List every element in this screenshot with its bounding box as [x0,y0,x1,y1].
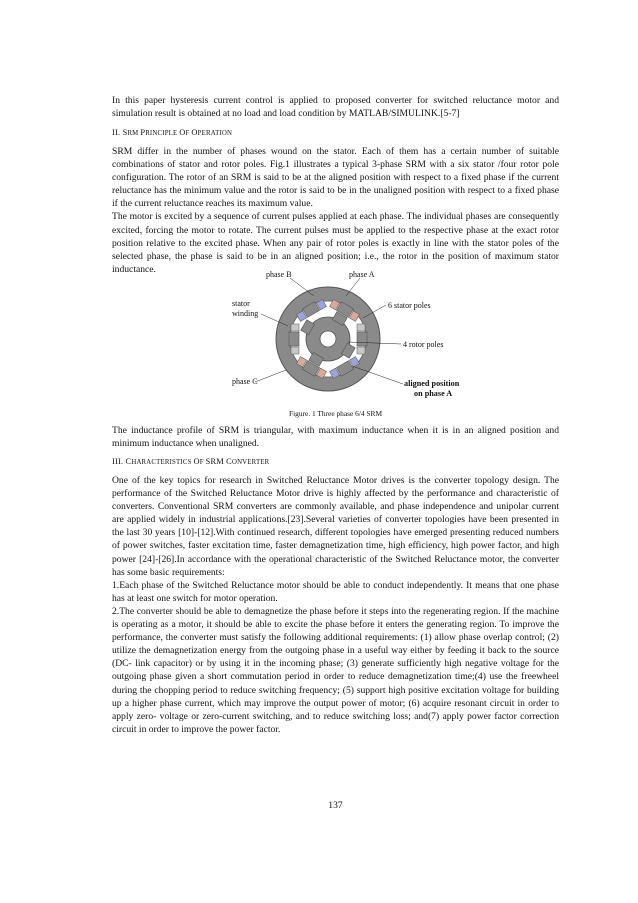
sec2-t2: P [140,128,146,137]
label-stator: stator [232,299,250,308]
sec3-num: III. C [112,457,132,466]
section-2-heading [112,128,559,137]
label-phase-c: phase C [232,377,258,386]
sec2-t3: RINCIPLE [145,130,180,137]
label-phase-b: phase B [266,270,292,279]
sec3-t4: SRM C [205,457,232,466]
label-stator-poles: 6 stator poles [388,301,431,310]
sec2-t4: O [179,128,186,137]
section-3-heading [112,457,559,466]
section-2-paragraph-1: SRM differ in the number of phases wound on the stator. Each of them has a certain number of suitable combinations of stator and rotor poles. Fig.1 illustrates a typical 3-phase SRM with a six stator /four rotor pole configuration. The rotor of an SRM is said to be at the aligned position with respect to a fixed phase if the current reluctance has the minimum value and the rotor is said to be in the unaligned position with respect to a fixed phase if the current reluctance reaches its maximum value. [112,146,559,210]
label-phase-a: phase A [349,270,375,279]
page-number: 137 [328,800,343,811]
sec2-num: II. S [112,128,128,137]
section-3-paragraph-1: One of the key topics for research in Switched Reluctance Motor drives is the converter topology design. The performance of the Switched Reluctance Motor drive is highly affected by the performance and characteristic of converters. Conventional SRM converters are commonly available, and phase independence and unipolar current are applied widely in industrial applications.[23].Several varieties of converter topologies have been presented in the last 30 years [10]-[12].With continued research, different topologies have emerged presenting reduced numbers of power switches, faster excitation time, faster demagnetization time, high efficiency, high power factor, and high power [24]-[26].In accordance with the operational characteristic of the Switched Reluctance motor, the converter has some basic requirements: [112,475,559,578]
sec3-t5: ONVERTER [231,459,270,466]
label-winding: winding [232,309,259,318]
section-2-body [112,145,559,276]
sec2-t1: RM [127,130,141,137]
label-aligned-2: on phase A [414,389,453,398]
sec3-t2: O [193,457,200,466]
label-rotor-poles: 4 rotor poles [403,340,444,349]
requirement-2: 2.The converter should be able to demagnetize the phase before it steps into the regenerating region. If the machine is operating as a motor, it should be able to excite the phase before it enters the generating region. To improve the performance, the converter must satisfy the following additional requirements: (1) allow phase overlap control; (2) utilize the demagnetization energy from the outgoing phase in a useful way either by feeding it back to the source (DC- link capacitor) or by using it in the incoming phase; (3) generate sufficiently high negative voltage for the outgoing phase given a short commutation period in order to reduce demagnetization time;(4) use the freewheel during the chopping period to reduce switching frequency; (5) support high positive excitation voltage for building up a higher phase current, which may improve the output power of motor; (6) acquire resonant circuit in order to apply zero- voltage or zero-current switching, and to reduce switching loss; and(7) apply power factor correction circuit in order to improve the power factor. [112,605,559,735]
shaft [320,331,336,347]
label-aligned-1: aligned position [404,379,460,388]
sec2-t6: O [191,128,198,137]
requirement-1: 1.Each phase of the Switched Reluctance motor should be able to conduct independently. It means that one phase has at least one switch for motor operation. [112,579,559,604]
sec2-t7: PERATION [197,130,233,137]
inductance-paragraph: The inductance profile of SRM is triangular, with maximum inductance when it is in an aligned position and minimum inductance when unaligned. [112,425,559,450]
section-2-paragraph-2: The motor is excited by a sequence of current pulses applied at each phase. The individual phases are consequently excited, forcing the motor to rotate. The current pulses must be applied to the respective phase at the exact rotor position relative to the excited phase. When any pair of rotor poles is exactly in line with the stator poles of the selected phase, the phase is said to be in an aligned position; i.e., the rotor in the position of maximum stator inductance. [112,211,559,275]
intro-paragraph: In this paper hysteresis current control is applied to proposed converter for switched reluctance motor and simulation result is obtained at no load and load condition by MATLAB/SIMULINK.[5-7] [112,95,559,120]
sec2-t5: F [185,130,192,137]
figure-caption: Figure. 1 Three phase 6/4 SRM [288,409,383,418]
sec3-t3: F [199,459,206,466]
srm-figure [228,266,468,406]
section-3-body [112,474,559,736]
sec3-t1: HARACTERISTICS [131,459,194,466]
